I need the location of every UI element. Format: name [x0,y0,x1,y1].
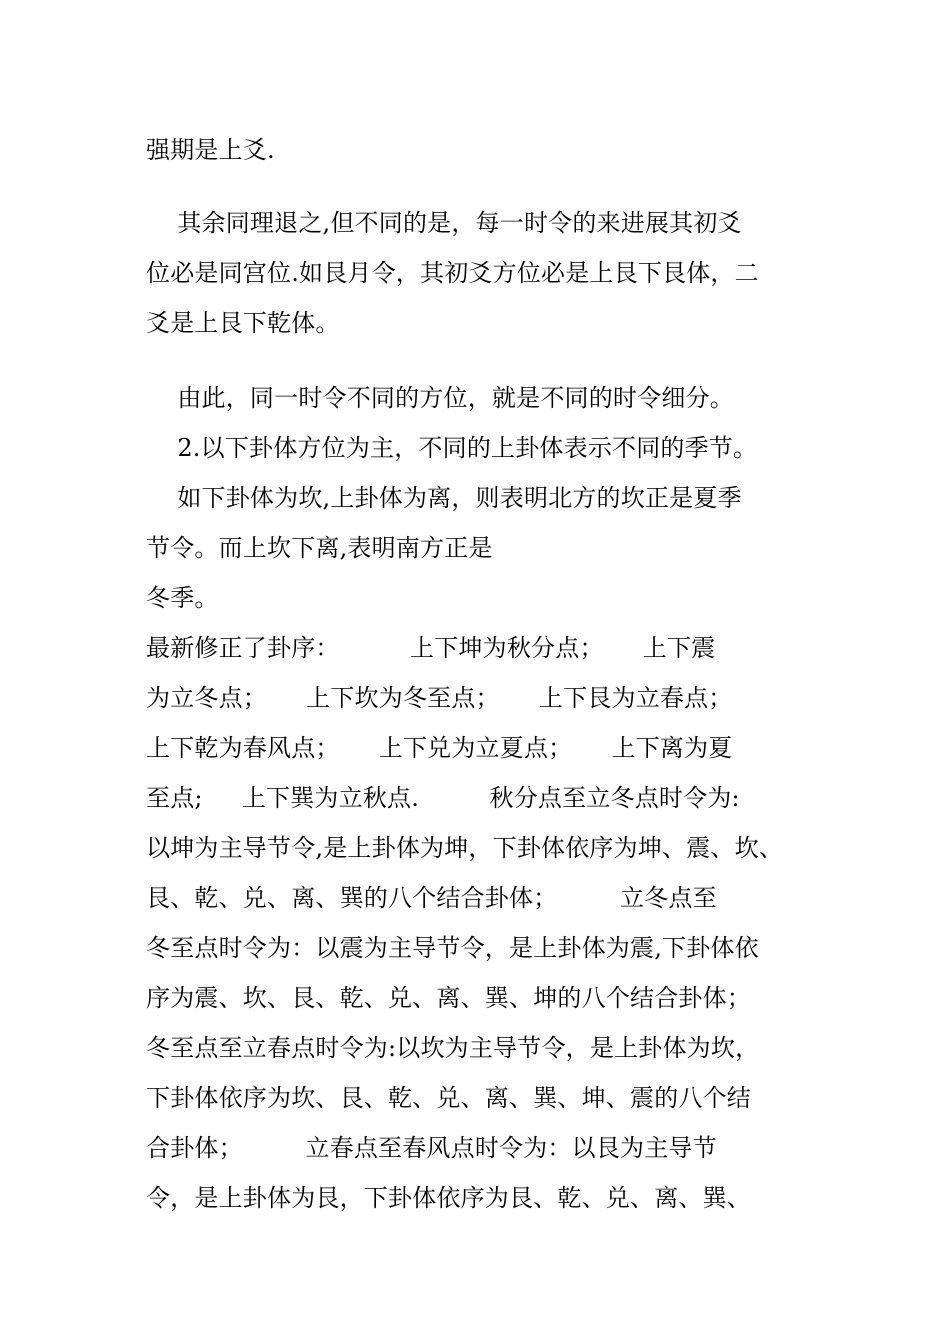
text-line: 最新修正了卦序： 上下坤为秋分点； 上下震 [146,634,716,662]
text-line: 由此，同一时令不同的方位，就是不同的时令细分。 [146,384,734,412]
text-line: 爻是上艮下乾体。 [146,309,340,337]
text-line: 2.以下卦体方位为主，不同的上卦体表示不同的季节。 [146,434,758,462]
text-line: 位必是同宫位.如艮月令，其初爻方位必是上艮下艮体，二 [146,259,759,287]
text-line: 冬季。 [146,584,219,612]
text-line: 合卦体； 立春点至春风点时令为：以艮为主导节 [146,1134,717,1162]
text-line: 为立冬点； 上下坎为冬至点； 上下艮为立春点； [146,684,733,712]
text-line: 强期是上爻. [146,136,275,164]
text-line: 冬至点至立春点时令为:以坎为主导节令，是上卦体为坎， [146,1034,760,1062]
text-line: 下卦体依序为坎、艮、乾、兑、离、巽、坤、震的八个结 [146,1084,751,1112]
text-line: 节令。而上坎下离,表明南方正是 [146,534,493,562]
text-line: 以坤为主导节令,是上卦体为坤，下卦体依序为坤、震、坎、 [146,834,784,862]
text-line: 序为震、坎、艮、乾、兑、离、巽、坤的八个结合卦体； [146,984,751,1012]
text-line: 其余同理退之,但不同的是，每一时令的来进展其初爻 [146,209,742,237]
text-line: 上下乾为春风点； 上下兑为立夏点； 上下离为夏 [146,734,733,762]
text-line: 艮、乾、兑、离、巽的八个结合卦体； 立冬点至 [146,884,717,912]
text-line: 冬至点时令为：以震为主导节令，是上卦体为震,下卦体依 [146,934,759,962]
text-line: 至点; 上下巽为立秋点. 秋分点至立冬点时令为: [146,784,740,812]
text-line: 如下卦体为坎,上卦体为离，则表明北方的坎正是夏季 [146,484,742,512]
text-line: 令，是上卦体为艮，下卦体依序为艮、乾、兑、离、巽、 [146,1184,751,1212]
